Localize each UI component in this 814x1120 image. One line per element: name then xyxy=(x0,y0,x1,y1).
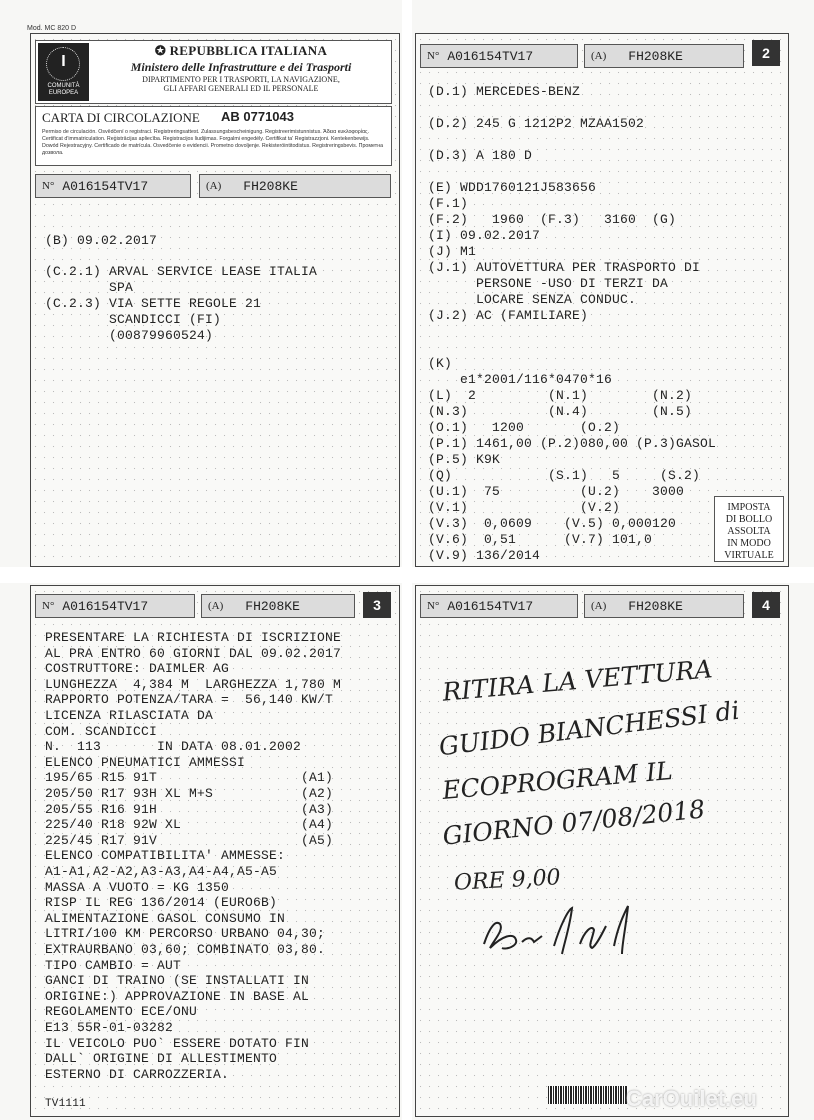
field-line: LITRI/100 KM PERCORSO URBANO 04,30; xyxy=(45,926,326,942)
field-line: GANCI DI TRAINO (SE INSTALLATI IN xyxy=(45,973,310,989)
panel-number: 3 xyxy=(363,592,391,618)
field-line: (D.3) A 180 D xyxy=(428,148,533,163)
field-line: (B) 09.02.2017 xyxy=(45,233,158,248)
field-line: (V.1) (V.2) xyxy=(428,500,621,515)
field-line: DALL` ORIGINE DI ALLESTIMENTO xyxy=(45,1051,278,1067)
field-line: TIPO CAMBIO = AUT xyxy=(45,957,182,973)
field-line: SPA xyxy=(45,280,134,295)
field-line: (E) WDD1760121J583656 xyxy=(428,180,597,195)
field-line: PRESENTARE LA RICHIESTA DI ISCRIZIONE xyxy=(45,630,342,645)
field-line: ALIMENTAZIONE GASOL CONSUMO IN xyxy=(45,910,286,926)
field-line: (D.1) MERCEDES-BENZ xyxy=(428,84,581,99)
plate-box: (A) FH208KE xyxy=(199,174,391,198)
field-line: (C.2.1) ARVAL SERVICE LEASE ITALIA xyxy=(45,264,318,279)
field-line: 205/50 R17 93H XL M+S (A2) xyxy=(45,786,334,801)
panel-number: 2 xyxy=(752,40,780,66)
field-line: LOCARE SENZA CONDUC. xyxy=(428,292,637,307)
field-line: (K) xyxy=(428,356,453,371)
plate-box: (A) FH208KE xyxy=(584,44,744,68)
field-line: (I) 09.02.2017 xyxy=(428,228,541,243)
emblem-icon: ✪ xyxy=(154,43,170,58)
field-line: (U.1) 75 (U.2) 3000 xyxy=(428,484,685,499)
field-line: (N.3) (N.4) (N.5) xyxy=(428,404,693,419)
footer-code: TV1111 xyxy=(45,1098,86,1110)
plate-box: (A) FH208KE xyxy=(201,594,355,618)
field-line: ORIGINE:) APPROVAZIONE IN BASE AL xyxy=(45,988,310,1004)
signature xyxy=(476,896,656,966)
field-line: E13 55R-01-03282 xyxy=(45,1020,174,1035)
republic-title: ✪ REPUBBLICA ITALIANA xyxy=(154,43,328,58)
vin-box: N° A016154TV17 xyxy=(420,594,578,618)
field-line: A1-A1,A2-A2,A3-A3,A4-A4,A5-A5 xyxy=(45,864,278,879)
panel-4 xyxy=(415,585,789,1117)
field-line: (O.1) 1200 (O.2) xyxy=(428,420,621,435)
carta-translations: Permiso de circulación. Osvědčení o registraci. Registreringsattest. Zulassungsbescheinigung. Registreerimistunnistus. Άδεια κυκλοφορίας. Certificat d'immatriculation. Reģistrācijas apliecība. Registracijos liudijimas. Forgalmi engedély. Certifikat ta' Registrazzjoni. Kentekenbewijs. Dowód Rejestracyjny. Certificado de matrícula. Osvedčenie o evidencii. Prometno dovoljenje. Rekisteröintitodistus. Registreringsbevis. Прометна дозвола. xyxy=(42,129,384,156)
field-line: IL VEICOLO PUO` ESSERE DOTATO FIN xyxy=(45,1035,310,1051)
handwritten-line: ECOPROGRAM IL xyxy=(441,755,674,806)
tax-stamp: IMPOSTA DI BOLLO ASSOLTA IN MODO VIRTUALE xyxy=(714,496,784,562)
panel-3 xyxy=(30,585,400,1117)
field-line: e1*2001/116*0470*16 xyxy=(428,372,613,387)
field-line: 225/45 R17 91V (A5) xyxy=(45,832,334,848)
field-line: (P.1) 1461,00 (P.2)080,00 (P.3)GASOL xyxy=(428,436,717,451)
field-line: PERSONE -USO DI TERZI DA xyxy=(428,276,669,291)
field-line: RISP IL REG 136/2014 (EURO6B) xyxy=(45,895,278,911)
field-line: (C.2.3) VIA SETTE REGOLE 21 xyxy=(45,296,262,311)
field-line: 205/55 R16 91H (A3) xyxy=(45,801,334,817)
watermark: CarOuilet.eu xyxy=(626,1086,757,1111)
plate-box: (A) FH208KE xyxy=(584,594,744,618)
panel-2 xyxy=(415,33,789,567)
field-line: 225/40 R18 92W XL (A4) xyxy=(45,817,334,833)
field-line: (D.2) 245 G 1212P2 MZAA1502 xyxy=(428,116,645,131)
field-line: SCANDICCI (FI) xyxy=(45,312,222,327)
field-line: COSTRUTTORE: DAIMLER AG xyxy=(45,661,230,677)
model-number: Mod. MC 820 D xyxy=(27,25,77,32)
field-line: (L) 2 (N.1) (N.2) xyxy=(428,388,693,403)
field-line: (J) M1 xyxy=(428,244,477,259)
field-line: MASSA A VUOTO = KG 1350 xyxy=(45,879,230,895)
field-line: (F.2) 1960 (F.3) 3160 (G) xyxy=(428,212,677,227)
panel-1 xyxy=(30,33,400,567)
handwritten-line: GUIDO BIANCHESSI di xyxy=(437,695,742,762)
barcode xyxy=(548,1086,628,1104)
field-line: REGOLAMENTO ECE/ONU xyxy=(45,1004,198,1020)
field-line: (V.3) 0,0609 (V.5) 0,000120 xyxy=(428,516,677,531)
panel-number: 4 xyxy=(752,592,780,618)
field-line: 195/65 R15 91T (A1) xyxy=(45,770,334,786)
field-line: (F.1) xyxy=(428,196,469,211)
field-line: ESTERNO DI CARROZZERIA. xyxy=(45,1066,230,1082)
field-line: (P.5) K9K xyxy=(428,452,501,467)
vin-box: N° A016154TV17 xyxy=(420,44,578,68)
field-line: (00879960524) xyxy=(45,328,214,343)
field-line: N. 113 IN DATA 08.01.2002 xyxy=(45,739,302,755)
handwritten-line: ORE 9,00 xyxy=(453,865,562,896)
field-line: ELENCO COMPATIBILITA' AMMESSE: xyxy=(45,848,286,864)
field-line: AL PRA ENTRO 60 GIORNI DAL 09.02.2017 xyxy=(45,645,342,661)
header-block xyxy=(35,40,392,104)
field-line: LICENZA RILASCIATA DA xyxy=(45,708,214,723)
issuer-title: ✪ REPUBBLICA ITALIANA Ministero delle Infrastrutture e dei Trasporti DIPARTIMENTO PER I TRASPORTI, LA NAVIGAZIONE, GLI AFFARI GENERALI ED IL PERSONALE xyxy=(96,43,386,93)
field-line: COM. SCANDICCI xyxy=(45,723,158,739)
field-line: (J.2) AC (FAMILIARE) xyxy=(428,308,589,323)
field-line: ELENCO PNEUMATICI AMMESSI xyxy=(45,754,246,770)
vin-box: N° A016154TV17 xyxy=(35,594,195,618)
fold-horizontal xyxy=(0,567,814,583)
eu-emblem: I COMUNITÀ EUROPEA xyxy=(38,43,89,101)
field-line: EXTRAURBANO 03,60; COMBINATO 03,80. xyxy=(45,942,326,957)
carta-title: CARTA DI CIRCOLAZIONE xyxy=(42,110,200,125)
field-line: (V.6) 0,51 (V.7) 101,0 xyxy=(428,532,653,547)
handwritten-line: RITIRA LA VETTURA xyxy=(441,654,714,707)
ministry-title: Ministero delle Infrastrutture e dei Trasporti xyxy=(130,60,352,74)
fold-vertical xyxy=(402,0,412,1120)
field-line: (V.9) 136/2014 xyxy=(428,548,541,563)
field-line: (Q) (S.1) 5 (S.2) xyxy=(428,468,701,483)
field-line: (J.1) AUTOVETTURA PER TRASPORTO DI xyxy=(428,260,701,275)
carta-block xyxy=(35,106,392,166)
vin-box: N° A016154TV17 xyxy=(35,174,191,198)
carta-number: AB 0771043 xyxy=(221,109,294,124)
handwritten-line: GIORNO 07/08/2018 xyxy=(441,794,707,851)
field-line: LUNGHEZZA 4,384 M LARGHEZZA 1,780 M xyxy=(45,676,342,692)
field-line: RAPPORTO POTENZA/TARA = 56,140 KW/T xyxy=(45,692,334,708)
